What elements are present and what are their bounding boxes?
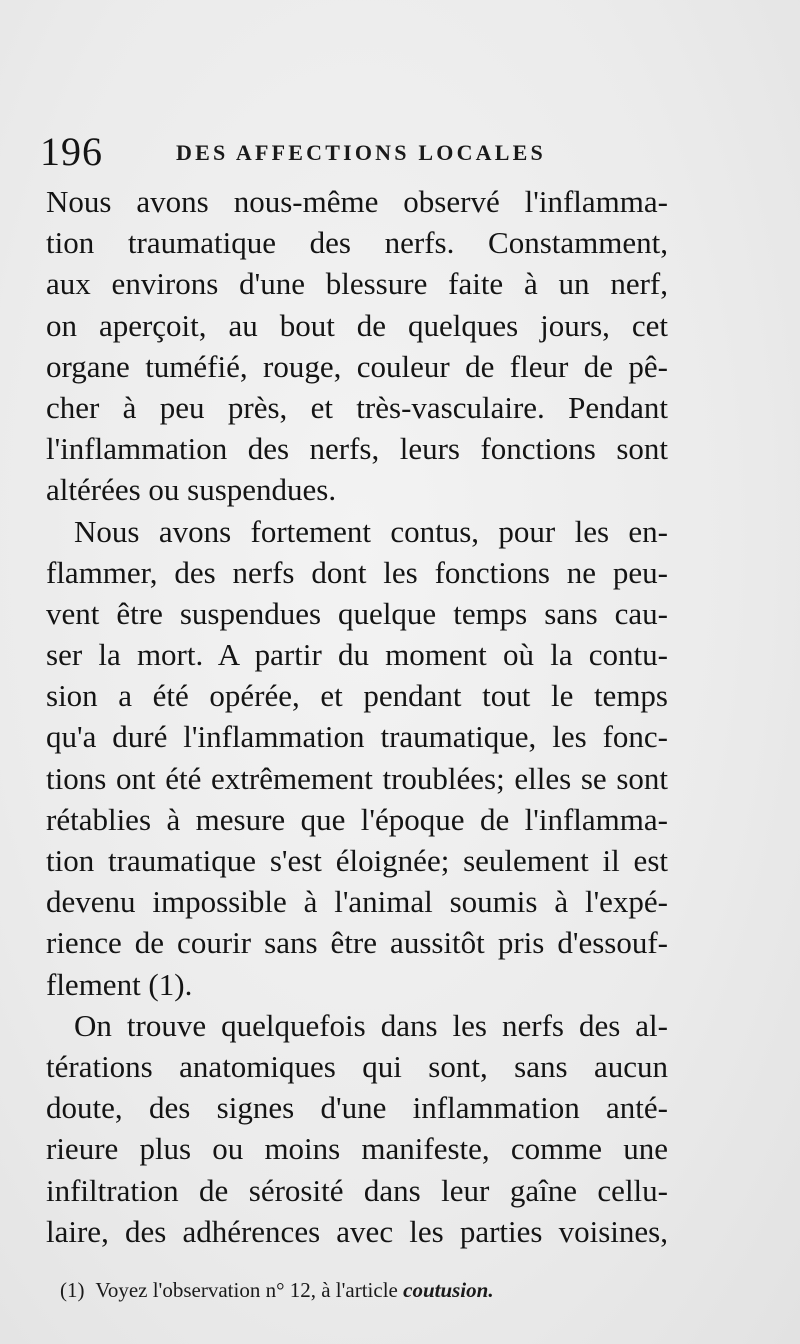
text-line: l'inflammation des nerfs, leurs fonctions sont xyxy=(46,431,668,467)
text-line: vent être suspendues quelque temps sans cau- xyxy=(46,595,668,631)
text-line: On trouve quelquefois dans les nerfs des al- xyxy=(74,1007,668,1043)
text-line: qu'a duré l'inflammation traumatique, les fonc- xyxy=(46,719,668,755)
body-text xyxy=(46,181,668,1252)
page-number: 196 xyxy=(40,129,103,174)
text-line: laire, des adhérences avec les parties voisines, xyxy=(46,1213,668,1249)
footnote-text: Voyez l'observation n° 12, à l'article xyxy=(95,1278,398,1302)
paragraph xyxy=(46,511,668,1005)
text-line: sion a été opérée, et pendant tout le temps xyxy=(46,678,668,714)
text-line: rétablies à mesure que l'époque de l'inflamma- xyxy=(46,801,668,837)
paragraph xyxy=(46,181,668,511)
text-line: doute, des signes d'une inflammation anté- xyxy=(46,1090,668,1126)
text-line: tions ont été extrêmement troublées; elles se sont xyxy=(46,760,668,796)
text-line: rience de courir sans être aussitôt pris d'essouf- xyxy=(46,925,668,961)
footnote-emphasis: coutusion. xyxy=(403,1278,494,1302)
running-title: DES AFFECTIONS LOCALES xyxy=(176,140,546,165)
text-line: devenu impossible à l'animal soumis à l'expé- xyxy=(46,884,668,920)
text-line: rieure plus ou moins manifeste, comme une xyxy=(46,1131,668,1167)
text-line: infiltration de sérosité dans leur gaîne cellu- xyxy=(46,1172,668,1208)
paragraph xyxy=(46,1005,668,1252)
text-line: Nous avons fortement contus, pour les en- xyxy=(74,513,668,549)
text-line: tion traumatique s'est éloignée; seulement il est xyxy=(46,843,668,878)
text-line: tion traumatique des nerfs. Constamment, xyxy=(46,225,668,261)
page-header xyxy=(40,128,740,176)
text-line: ser la mort. A partir du moment où la contu- xyxy=(46,637,668,673)
text-line: altérées ou suspendues. xyxy=(46,472,337,508)
text-line: aux environs d'une blessure faite à un nerf, xyxy=(46,266,668,302)
text-line: cher à peu près, et très-vasculaire. Pendant xyxy=(46,389,668,425)
text-line: on aperçoit, au bout de quelques jours, cet xyxy=(46,307,668,343)
text-line: flammer, des nerfs dont les fonctions ne peu- xyxy=(46,554,668,590)
text-line: térations anatomiques qui sont, sans aucun xyxy=(46,1048,668,1084)
footnote xyxy=(60,1278,680,1303)
text-line: Nous avons nous-même observé l'inflamma- xyxy=(46,184,668,219)
text-line: flement (1). xyxy=(46,966,193,1002)
text-line: organe tuméfié, rouge, couleur de fleur de pê- xyxy=(46,348,668,384)
footnote-marker: (1) xyxy=(60,1278,85,1302)
